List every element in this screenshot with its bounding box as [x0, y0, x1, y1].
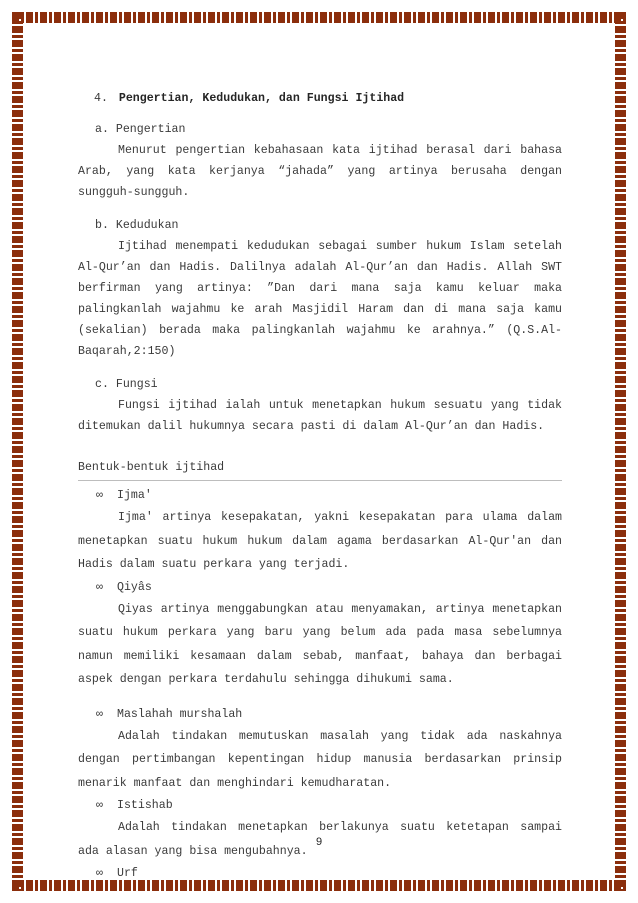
bentuk-item-name: Qiyâs	[117, 580, 152, 594]
bentuk-heading: Bentuk-bentuk ijtihad	[78, 457, 562, 481]
bentuk-item-text: Ijma' artinya kesepakatan, yakni kesepakatan para ulama dalam menetapkan suatu hukum hukum dalam agama berdasarkan Al-Qur'an dan Hadis dalam suatu perkara yang terjadi.	[78, 511, 562, 571]
bentuk-item-ijma	[78, 485, 562, 577]
section-number: 4.	[94, 92, 108, 105]
bentuk-item-name: Urf	[117, 867, 138, 880]
subsection-text: Fungsi ijtihad ialah untuk menetapkan hukum sesuatu yang tidak ditemukan dalil hukumnya secara pasti di dalam Al-Qur’an dan Hadis.	[78, 399, 562, 433]
page-border-left	[12, 12, 23, 891]
page-number: 9	[315, 836, 323, 848]
page-border-right	[615, 12, 626, 891]
infinity-bullet-icon: ∞	[96, 799, 103, 812]
page-content	[78, 88, 562, 884]
bentuk-item-text: Adalah tindakan memutuskan masalah yang tidak ada naskahnya dengan pertimbangan kepentingan hidup manusia berdasarkan prinsip menarik manfaat dan menghindari kemudharatan.	[78, 729, 562, 790]
bentuk-item-text: Adalah tindakan menetapkan berlakunya suatu ketetapan sampai ada alasan yang bisa mengubahnya.	[78, 821, 562, 858]
subsection-fungsi	[78, 374, 562, 437]
subsection-pengertian	[78, 119, 562, 203]
bentuk-item-qiyas	[78, 577, 562, 692]
bentuk-item-istishab	[78, 795, 562, 863]
bentuk-item-text: Qiyas artinya menggabungkan atau menyamakan, artinya menetapkan suatu hukum perkara yang baru yang belum ada pada masa sebelumnya namun memiliki kesamaan dalam sebab, manfaat, bahaya dan berbagai aspek dengan perkara terdahulu sehingga dihukumi sama.	[78, 602, 562, 686]
bentuk-item-urf	[78, 863, 562, 884]
infinity-bullet-icon: ∞	[96, 580, 103, 594]
bentuk-item-name: Maslahah murshalah	[117, 707, 243, 721]
subsection-label: c. Fungsi	[95, 378, 158, 391]
subsection-text: Ijtihad menempati kedudukan sebagai sumber hukum Islam setelah Al-Qur’an dan Hadis. Dalilnya adalah Al-Qur’an dan Hadis. Allah SWT berfirman yang artinya: ”Dan dari mana saja kamu keluar maka palingkanlah wajahmu ke arah Masjidil Haram dan di mana saja kamu (sekalian) berada maka palingkanlah wajahmu ke arahnya.” (Q.S.Al-Baqarah,2:150)	[78, 240, 562, 358]
subsection-label: b. Kedudukan	[95, 219, 179, 232]
infinity-bullet-icon: ∞	[96, 867, 103, 880]
section-heading	[78, 88, 562, 109]
infinity-bullet-icon: ∞	[96, 489, 103, 502]
subsection-kedudukan	[78, 215, 562, 362]
bentuk-item-name: Ijma'	[117, 489, 152, 502]
subsection-label: a. Pengertian	[95, 123, 186, 136]
page-border-top	[12, 12, 626, 23]
subsection-text: Menurut pengertian kebahasaan kata ijtihad berasal dari bahasa Arab, yang kata kerjanya “jahada” yang artinya berusaha dengan sungguh-sungguh.	[78, 144, 562, 199]
infinity-bullet-icon: ∞	[96, 707, 103, 721]
section-title: Pengertian, Kedudukan, dan Fungsi Ijtihad	[118, 92, 405, 105]
bentuk-item-maslahah	[78, 704, 562, 796]
bentuk-item-name: Istishab	[117, 799, 173, 812]
